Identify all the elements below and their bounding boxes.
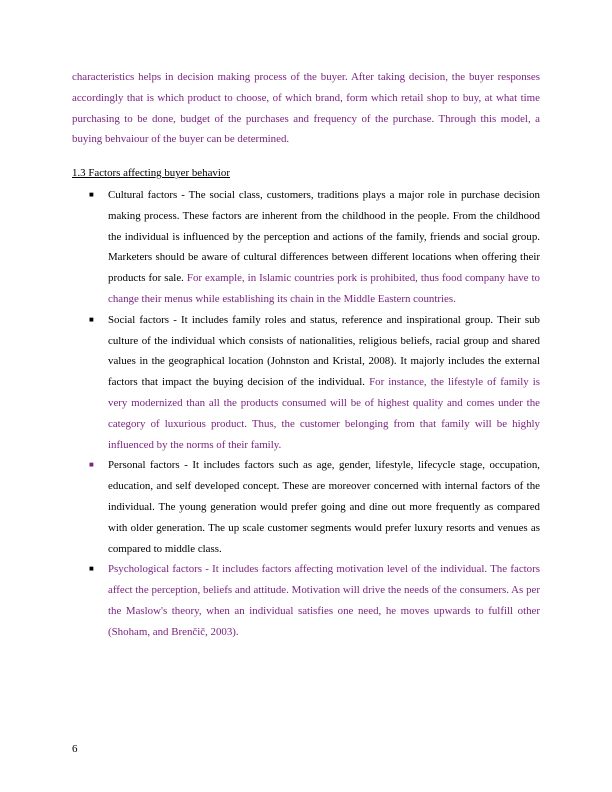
- list-item-personal: [72, 455, 540, 559]
- psychological-factors-text: Psychological factors - It includes factors affecting motivation level of the individual. The factors affect the perception, beliefs and attitude. Motivation will drive the needs of the consumers. As per the Maslow's theory, when an individual satisfies one need, he moves upwards to fulfill other: [108, 563, 540, 617]
- personal-factors-text: Personal factors - It includes factors such as age, gender, lifestyle, lifecycle stage, occupation, education, and self developed concept. These are moreover concerned with internal factors of the individual. The young generation would prefer going and dine out more frequently as compared with older generation. The up scale customer segments would prefer luxury resorts and venues as compared to middle class.: [108, 459, 540, 555]
- factors-list: [72, 185, 540, 643]
- list-item-social: [72, 310, 540, 456]
- page-number: 6: [72, 743, 78, 755]
- social-factors-text: Social factors - It includes family roles and status, reference and inspirational group. Their sub culture of the individual which consists of nationalities, religious beliefs, racial group and shared values in the geographical location (Johnston and Kristal, 2008). It majorly includes the external factors that impact the buying decision of the individual.: [108, 313, 540, 389]
- social-factors-example: For instance, the lifestyle of family is very modernized than all the products consumed will be of highest quality and comes under the category of luxurious product. Thus, the customer belonging from that family will be highly influenced by the norms of their family.: [108, 376, 540, 451]
- cultural-factors-text: Cultural factors - The social class, customers, traditions plays a major role in purchase decision making process. These factors are inherent from the childhood in the people. From the childhood the individual is influenced by the perception and actions of the family, friends and social group. Marketers should be aware of cultural differences between different locations when offering their products for sale.: [108, 189, 540, 285]
- psychological-factors-citation: (Shoham, and Brenčič, 2003).: [108, 625, 239, 638]
- bullet-icon: ■: [89, 314, 94, 324]
- list-item-psychological: [72, 559, 540, 642]
- bullet-icon: ■: [89, 564, 94, 574]
- section-heading: 1.3 Factors affecting buyer behavior: [72, 167, 230, 179]
- bullet-icon: ■: [89, 460, 94, 470]
- list-item-cultural: [72, 185, 540, 310]
- bullet-icon: ■: [89, 190, 94, 199]
- intro-paragraph: characteristics helps in decision making process of the buyer. After taking decision, the buyer responses accordingly that is which product to choose, of which brand, form which retail shop to buy, at what time purchasing to be done, budget of the purchases and frequency of the purchase. Through this model, a buying behvaiour of the buyer can be determined.: [72, 71, 540, 146]
- cultural-factors-example: For example, in Islamic countries pork is prohibited, thus food company have to change their menus while establishing its chain in the Middle Eastern countries.: [108, 272, 540, 305]
